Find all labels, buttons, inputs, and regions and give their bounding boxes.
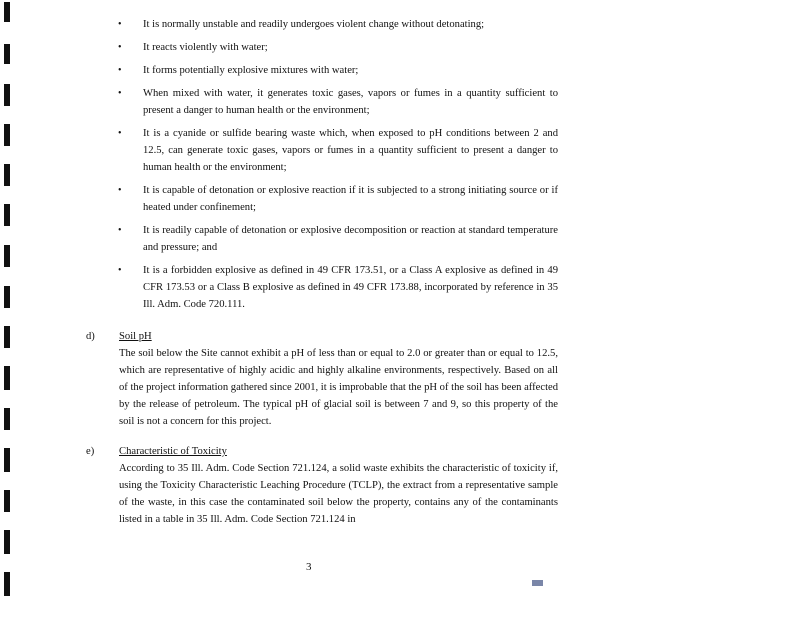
list-item: • It reacts violently with water;	[118, 39, 558, 56]
bullet-icon: •	[118, 42, 122, 53]
section-title: Characteristic of Toxicity	[119, 446, 227, 457]
bullet-icon: •	[118, 265, 122, 276]
section-body: According to 35 Ill. Adm. Code Section 721.124, a solid waste exhibits the characteristic of toxicity if, using the Toxicity Characteristic Leaching Procedure (TCLP), the extract from a representative sample of the waste, in this case the contaminated soil below the property, contains any of the contaminants listed in a table in 35 Ill. Adm. Code Section 721.124 in	[119, 463, 558, 525]
scan-mark	[4, 124, 10, 146]
scan-mark	[4, 490, 10, 512]
reactivity-criteria-list	[118, 16, 558, 319]
list-item: • When mixed with water, it generates toxic gases, vapors or fumes in a quantity sufficient to present a danger to human health or the environment;	[118, 85, 558, 119]
section-letter: e)	[86, 446, 95, 457]
scan-mark	[4, 2, 10, 22]
section-title: Soil pH	[119, 331, 152, 342]
list-item: • It forms potentially explosive mixtures with water;	[118, 62, 558, 79]
scan-mark	[4, 286, 10, 308]
scan-mark	[4, 530, 10, 554]
scan-mark	[4, 245, 10, 267]
scan-mark	[4, 84, 10, 106]
scan-mark	[4, 448, 10, 472]
page-number: 3	[306, 561, 312, 573]
section-body: The soil below the Site cannot exhibit a pH of less than or equal to 2.0 or greater than or equal to 12.5, which are representative of highly acidic and highly alkaline environments, respectively. Based on all of the project information gathered since 2001, it is improbable that the pH of the soil has been affected by the release of petroleum. The typical pH of glacial soil is between 7 and 9, so this property of the soil is not a concern for this project.	[119, 348, 559, 427]
scan-mark	[4, 44, 10, 64]
list-item: • It is a forbidden explosive as defined in 49 CFR 173.51, or a Class A explosive as defined in 49 CFR 173.53 or a Class B explosive as defined in 49 CFR 173.88, incorporated by reference in 35 Ill. Adm. Code 720.111.	[118, 262, 558, 313]
section-toxicity	[86, 443, 558, 528]
bullet-icon: •	[118, 128, 122, 139]
bullet-icon: •	[118, 185, 122, 196]
scan-artifact	[532, 580, 543, 586]
scan-mark	[4, 572, 10, 596]
bullet-icon: •	[118, 225, 122, 236]
section-letter: d)	[86, 331, 95, 342]
scan-mark	[4, 408, 10, 430]
list-item: • It is normally unstable and readily undergoes violent change without detonating;	[118, 16, 558, 33]
scan-mark	[4, 326, 10, 348]
bullet-icon: •	[118, 65, 122, 76]
scan-mark	[4, 164, 10, 186]
section-soil-ph	[86, 328, 558, 430]
list-item: • It is a cyanide or sulfide bearing waste which, when exposed to pH conditions between 2 and 12.5, can generate toxic gases, vapors or fumes in a quantity sufficient to present a danger to human health or the environment;	[118, 125, 558, 176]
bullet-icon: •	[118, 88, 122, 99]
scan-mark	[4, 204, 10, 226]
scan-mark	[4, 366, 10, 390]
list-item: • It is readily capable of detonation or explosive decomposition or reaction at standard temperature and pressure; and	[118, 222, 558, 256]
list-item: • It is capable of detonation or explosive reaction if it is subjected to a strong initiating source or if heated under confinement;	[118, 182, 558, 216]
bullet-icon: •	[118, 19, 122, 30]
